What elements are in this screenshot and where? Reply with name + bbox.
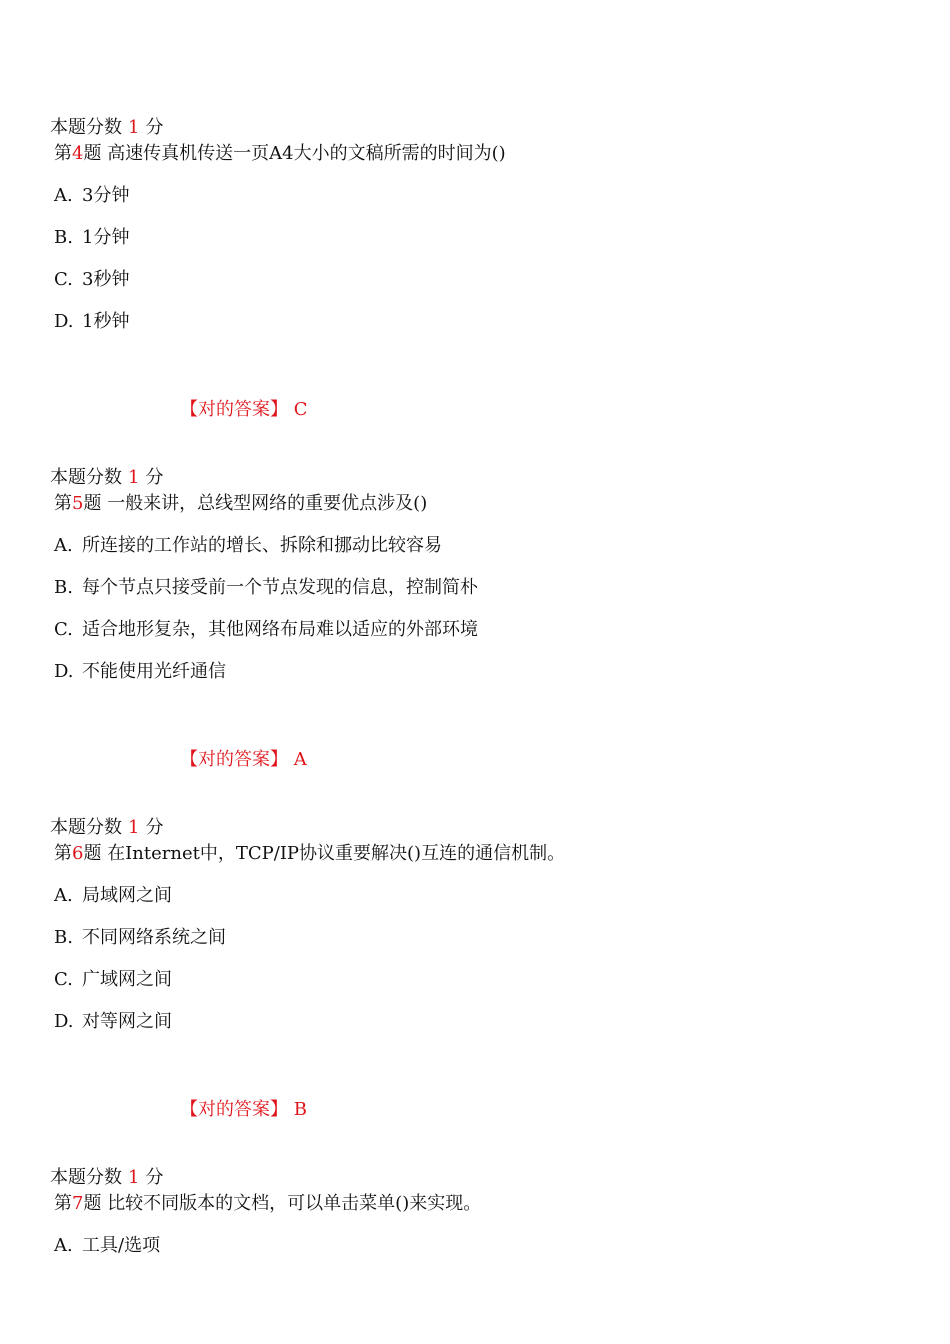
option-d bbox=[54, 1010, 172, 1034]
answer-value: B bbox=[293, 1099, 307, 1120]
question-prefix: 第 bbox=[54, 843, 72, 864]
option-letter: D. bbox=[54, 661, 74, 682]
option-text: 3分钟 bbox=[82, 185, 130, 206]
question-prefix: 第 bbox=[54, 493, 72, 514]
option-text: 局域网之间 bbox=[82, 885, 172, 906]
option-letter: C. bbox=[54, 269, 73, 290]
score-value: 1 bbox=[128, 117, 140, 138]
option-a bbox=[54, 184, 129, 208]
option-letter: C. bbox=[54, 619, 73, 640]
question-suffix: 题 bbox=[83, 493, 102, 514]
option-text: 所连接的工作站的增长、拆除和挪动比较容易 bbox=[82, 535, 442, 556]
score-value: 1 bbox=[128, 817, 140, 838]
option-letter: C. bbox=[54, 969, 73, 990]
answer-line bbox=[180, 748, 307, 772]
score-line bbox=[50, 1166, 163, 1190]
question-number: 7 bbox=[72, 1193, 84, 1214]
score-line bbox=[50, 816, 163, 840]
answer-value: A bbox=[293, 749, 307, 770]
option-text: 3秒钟 bbox=[82, 269, 130, 290]
option-a bbox=[54, 1234, 160, 1258]
option-letter: A. bbox=[54, 1235, 73, 1256]
option-b bbox=[54, 226, 129, 250]
score-label: 本题分数 bbox=[50, 817, 122, 838]
score-unit: 分 bbox=[145, 1167, 164, 1188]
question-text: 一般来讲，总线型网络的重要优点涉及() bbox=[107, 493, 428, 514]
option-text: 1分钟 bbox=[82, 227, 130, 248]
option-d bbox=[54, 310, 129, 334]
score-label: 本题分数 bbox=[50, 117, 122, 138]
option-c bbox=[54, 268, 129, 292]
option-a bbox=[54, 534, 442, 558]
question-prefix: 第 bbox=[54, 143, 72, 164]
option-letter: D. bbox=[54, 311, 74, 332]
option-c bbox=[54, 618, 478, 642]
option-letter: D. bbox=[54, 1011, 74, 1032]
score-line bbox=[50, 466, 163, 490]
option-d bbox=[54, 660, 226, 684]
answer-label: 【对的答案】 bbox=[180, 749, 288, 770]
option-text: 不同网络系统之间 bbox=[82, 927, 226, 948]
question-suffix: 题 bbox=[83, 843, 102, 864]
option-b bbox=[54, 576, 478, 600]
score-value: 1 bbox=[128, 467, 140, 488]
answer-line bbox=[180, 1098, 307, 1122]
option-letter: B. bbox=[54, 227, 73, 248]
question-stem bbox=[54, 1192, 481, 1216]
answer-line bbox=[180, 398, 308, 422]
option-text: 不能使用光纤通信 bbox=[82, 661, 226, 682]
score-label: 本题分数 bbox=[50, 467, 122, 488]
option-text: 1秒钟 bbox=[82, 311, 130, 332]
question-stem bbox=[54, 142, 506, 166]
question-text: 高速传真机传送一页A4大小的文稿所需的时间为() bbox=[107, 143, 506, 164]
option-letter: B. bbox=[54, 927, 73, 948]
question-prefix: 第 bbox=[54, 1193, 72, 1214]
option-c bbox=[54, 968, 172, 992]
score-unit: 分 bbox=[145, 117, 164, 138]
option-letter: A. bbox=[54, 885, 73, 906]
answer-label: 【对的答案】 bbox=[180, 1099, 288, 1120]
question-text: 比较不同版本的文档，可以单击菜单()来实现。 bbox=[107, 1193, 482, 1214]
option-text: 广域网之间 bbox=[82, 969, 172, 990]
question-suffix: 题 bbox=[83, 143, 102, 164]
question-suffix: 题 bbox=[83, 1193, 102, 1214]
score-label: 本题分数 bbox=[50, 1167, 122, 1188]
question-number: 5 bbox=[72, 493, 84, 514]
answer-label: 【对的答案】 bbox=[180, 399, 288, 420]
question-stem bbox=[54, 492, 427, 516]
option-text: 工具/选项 bbox=[82, 1235, 161, 1256]
option-text: 每个节点只接受前一个节点发现的信息，控制简朴 bbox=[82, 577, 478, 598]
question-stem bbox=[54, 842, 565, 866]
option-b bbox=[54, 926, 226, 950]
option-text: 适合地形复杂，其他网络布局难以适应的外部环境 bbox=[82, 619, 478, 640]
score-value: 1 bbox=[128, 1167, 140, 1188]
score-unit: 分 bbox=[145, 817, 164, 838]
question-number: 4 bbox=[72, 143, 84, 164]
option-letter: A. bbox=[54, 185, 73, 206]
option-letter: B. bbox=[54, 577, 73, 598]
option-a bbox=[54, 884, 172, 908]
question-number: 6 bbox=[72, 843, 84, 864]
question-text: 在Internet中，TCP/IP协议重要解决()互连的通信机制。 bbox=[107, 843, 566, 864]
option-letter: A. bbox=[54, 535, 73, 556]
answer-value: C bbox=[293, 399, 308, 420]
score-line bbox=[50, 116, 163, 140]
score-unit: 分 bbox=[145, 467, 164, 488]
option-text: 对等网之间 bbox=[82, 1011, 172, 1032]
